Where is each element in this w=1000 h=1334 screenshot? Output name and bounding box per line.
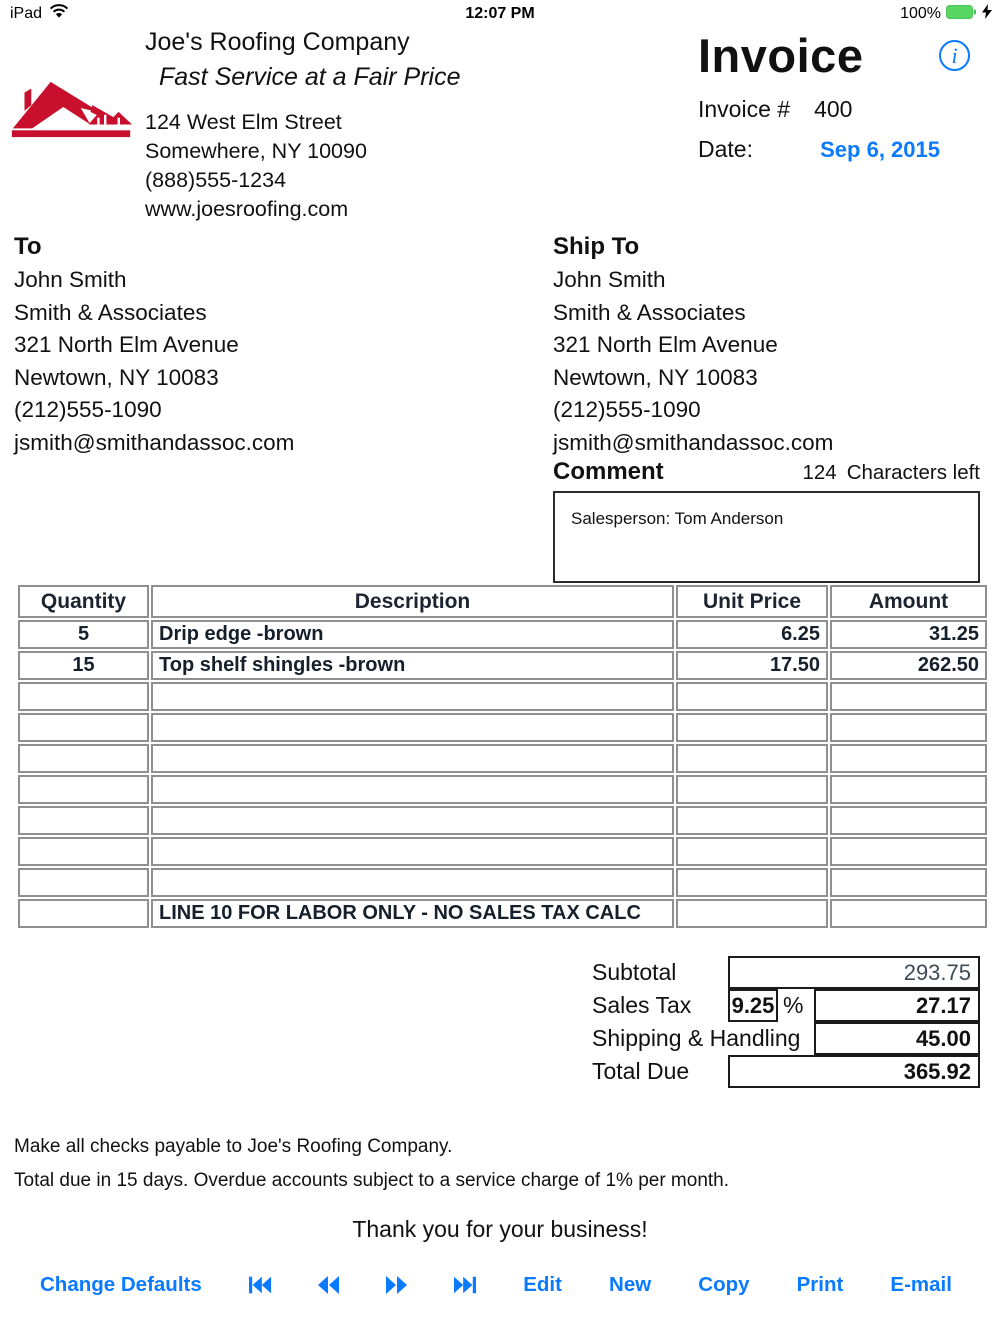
ship-to-phone: (212)555-1090 <box>553 397 701 422</box>
cell-amount <box>830 713 987 742</box>
subtotal-value: 293.75 <box>728 956 980 989</box>
col-header-description: Description <box>151 585 674 618</box>
status-bar <box>0 0 1000 28</box>
company-street: 124 West Elm Street <box>145 110 342 134</box>
table-header-row <box>18 585 987 618</box>
clock: 12:07 PM <box>465 5 535 22</box>
ship-to-name: John Smith <box>553 267 666 292</box>
cell-amount <box>830 868 987 897</box>
ship-to-label: Ship To <box>553 233 640 260</box>
shipping-value[interactable]: 45.00 <box>814 1022 980 1055</box>
company-tagline: Fast Service at a Fair Price <box>159 63 461 91</box>
shipping-label: Shipping & Handling <box>592 1025 801 1051</box>
sales-tax-label: Sales Tax <box>592 992 692 1018</box>
cell-unit-price[interactable] <box>676 744 828 773</box>
cell-amount <box>830 837 987 866</box>
table-row[interactable] <box>18 806 987 835</box>
change-defaults-button[interactable]: Change Defaults <box>40 1273 202 1296</box>
cell-amount <box>830 775 987 804</box>
cell-amount <box>830 806 987 835</box>
cell-description[interactable] <box>151 682 674 711</box>
table-row[interactable] <box>18 682 987 711</box>
cell-description[interactable] <box>151 806 674 835</box>
bill-to-block[interactable] <box>14 230 514 459</box>
previous-invoice-button[interactable] <box>318 1276 339 1294</box>
comment-label: Comment <box>553 458 664 485</box>
bill-to-company: Smith & Associates <box>14 299 207 325</box>
cell-quantity[interactable] <box>18 775 149 804</box>
cell-unit-price[interactable] <box>676 775 828 804</box>
table-row[interactable] <box>18 713 987 742</box>
totals-section <box>592 956 980 1088</box>
comment-text: Salesperson: Tom Anderson <box>571 509 784 528</box>
cell-quantity[interactable]: 15 <box>18 651 149 680</box>
email-button[interactable]: E-mail <box>890 1273 952 1296</box>
table-row[interactable] <box>18 868 987 897</box>
cell-unit-price[interactable] <box>676 682 828 711</box>
next-invoice-button[interactable] <box>386 1276 407 1294</box>
table-row[interactable] <box>18 620 987 649</box>
cell-description[interactable] <box>151 744 674 773</box>
invoice-date-label: Date: <box>698 136 753 162</box>
company-city: Somewhere, NY 10090 <box>145 139 367 163</box>
cell-unit-price[interactable] <box>676 868 828 897</box>
cell-description-placeholder[interactable]: LINE 10 FOR LABOR ONLY - NO SALES TAX CALC <box>151 899 674 928</box>
copy-button[interactable]: Copy <box>698 1273 750 1296</box>
bill-to-city: Newtown, NY 10083 <box>14 364 219 390</box>
col-header-amount: Amount <box>830 585 987 618</box>
cell-description[interactable] <box>151 775 674 804</box>
table-row[interactable] <box>18 775 987 804</box>
cell-unit-price[interactable] <box>676 899 828 928</box>
percent-sign: % <box>783 992 804 1018</box>
cell-quantity[interactable] <box>18 837 149 866</box>
subtotal-label: Subtotal <box>592 959 677 985</box>
cell-description[interactable] <box>151 837 674 866</box>
bill-to-street: 321 North Elm Avenue <box>14 332 239 357</box>
cell-quantity[interactable] <box>18 806 149 835</box>
cell-quantity[interactable] <box>18 899 149 928</box>
table-row[interactable] <box>18 837 987 866</box>
cell-quantity[interactable] <box>18 682 149 711</box>
total-due-label: Total Due <box>592 1058 690 1084</box>
cell-description[interactable] <box>151 713 674 742</box>
bottom-toolbar <box>0 1268 1000 1302</box>
company-website: www.joesroofing.com <box>145 197 349 221</box>
comment-input[interactable] <box>553 491 980 583</box>
terms-note: Total due in 15 days. Overdue accounts subject to a service charge of 1% per month. <box>14 1170 730 1191</box>
cell-quantity[interactable] <box>18 744 149 773</box>
line-items-table <box>16 583 983 930</box>
table-row[interactable] <box>18 744 987 773</box>
invoice-number-value[interactable]: 400 <box>814 96 853 122</box>
ship-to-company: Smith & Associates <box>553 299 746 325</box>
tax-rate-input[interactable]: 9.25 <box>728 989 778 1022</box>
page-title: Invoice <box>698 29 864 82</box>
cell-description[interactable]: Top shelf shingles -brown <box>151 651 674 680</box>
cell-quantity[interactable] <box>18 868 149 897</box>
ship-to-street: 321 North Elm Avenue <box>553 332 778 357</box>
sales-tax-value: 27.17 <box>814 989 980 1022</box>
table-row[interactable] <box>18 651 987 680</box>
characters-left-label: Characters left <box>846 461 980 484</box>
ship-to-email: jsmith@smithandassoc.com <box>553 429 834 455</box>
invoice-header <box>698 28 980 163</box>
print-button[interactable]: Print <box>796 1273 844 1296</box>
battery-icon <box>946 5 977 24</box>
carrier-label: iPad <box>10 5 43 22</box>
cell-amount <box>830 744 987 773</box>
new-button[interactable]: New <box>609 1273 652 1296</box>
info-icon[interactable]: i <box>939 40 970 71</box>
invoice-number-label: Invoice # <box>698 96 791 122</box>
bill-to-name: John Smith <box>14 267 127 292</box>
characters-left-count: 124 <box>802 461 837 484</box>
cell-amount <box>830 899 987 928</box>
cell-amount: 262.50 <box>830 651 987 680</box>
edit-button[interactable]: Edit <box>523 1273 562 1296</box>
cell-quantity[interactable] <box>18 713 149 742</box>
bill-to-phone: (212)555-1090 <box>14 397 162 422</box>
charging-bolt-icon <box>982 4 992 24</box>
company-phone: (888)555-1234 <box>145 168 287 192</box>
bill-to-email: jsmith@smithandassoc.com <box>14 429 295 455</box>
thank-you-note: Thank you for your business! <box>352 1216 648 1242</box>
invoice-date-value[interactable]: Sep 6, 2015 <box>820 137 940 162</box>
cell-unit-price[interactable] <box>676 713 828 742</box>
company-name: Joe's Roofing Company <box>145 28 410 56</box>
cell-unit-price[interactable]: 6.25 <box>676 620 828 649</box>
battery-percent-label: 100% <box>900 5 941 22</box>
col-header-quantity: Quantity <box>18 585 149 618</box>
cell-amount <box>830 682 987 711</box>
col-header-unit-price: Unit Price <box>676 585 828 618</box>
cell-quantity[interactable]: 5 <box>18 620 149 649</box>
last-invoice-button[interactable] <box>454 1276 476 1294</box>
bill-to-label: To <box>14 233 42 260</box>
company-logo-roof-icon <box>8 76 136 140</box>
ship-to-city: Newtown, NY 10083 <box>553 364 758 390</box>
table-row-labor-only[interactable] <box>18 899 987 928</box>
company-header <box>145 28 460 224</box>
first-invoice-button[interactable] <box>249 1276 271 1294</box>
cell-description[interactable] <box>151 868 674 897</box>
ship-to-block[interactable] <box>553 230 983 459</box>
total-due-value: 365.92 <box>728 1055 980 1088</box>
cell-unit-price[interactable] <box>676 806 828 835</box>
checks-payable-note: Make all checks payable to Joe's Roofing Company. <box>14 1136 453 1157</box>
cell-unit-price[interactable] <box>676 837 828 866</box>
cell-amount: 31.25 <box>830 620 987 649</box>
cell-unit-price[interactable]: 17.50 <box>676 651 828 680</box>
cell-description[interactable]: Drip edge -brown <box>151 620 674 649</box>
